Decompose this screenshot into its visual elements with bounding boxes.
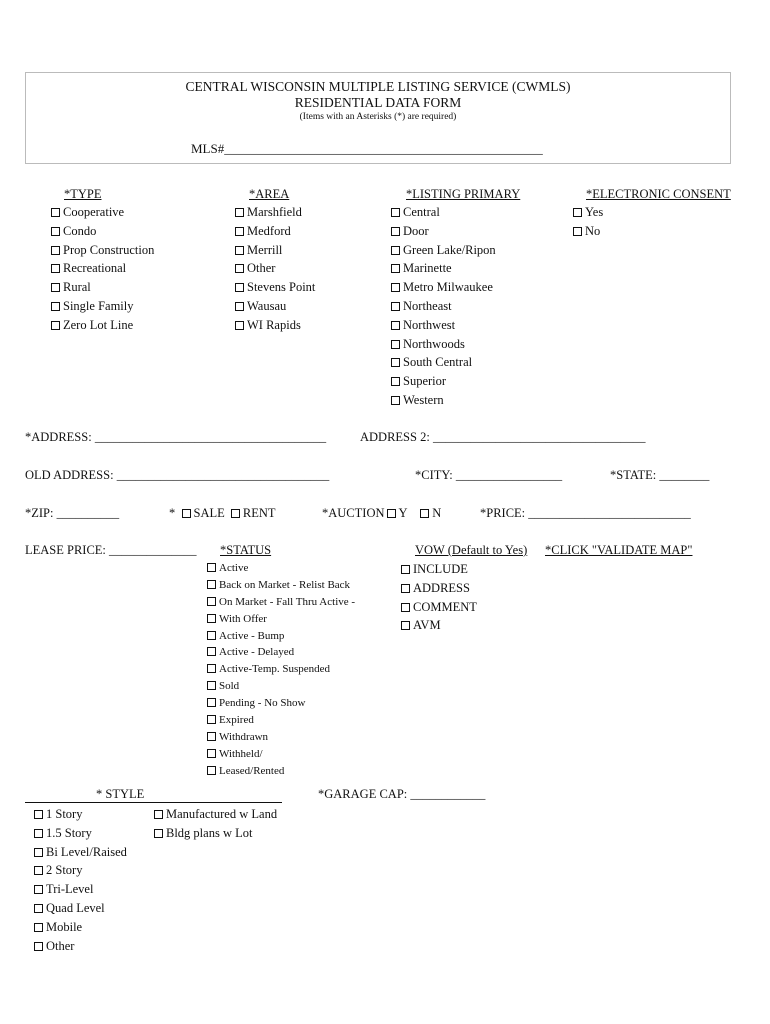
area-option-label: Marshfield [247,205,302,219]
status-checkbox[interactable] [207,597,216,606]
listing-primary-option[interactable] [391,391,496,410]
style-option-label: Tri-Level [46,882,94,897]
style-option[interactable] [34,824,127,843]
listing-primary-checkbox[interactable] [391,358,400,367]
type-option-label: Rural [63,280,91,295]
status-option[interactable] [207,763,355,780]
sale-rent-group [169,506,276,521]
listing-primary-checkbox[interactable] [391,302,400,311]
state-blank[interactable]: ________ [659,468,710,482]
listing-primary-option-label: Northwoods [403,336,465,351]
listing-primary-option[interactable] [391,222,496,241]
status-checkbox[interactable] [207,732,216,741]
listing-primary-option-label: Green Lake/Ripon [403,242,496,257]
area-option[interactable] [235,259,315,278]
status-option-label: Sold [219,680,240,693]
status-options [207,560,355,780]
listing-primary-checkbox[interactable] [391,227,400,236]
listing-primary-checkbox[interactable] [391,321,400,330]
electronic-consent-options [573,203,603,241]
status-checkbox[interactable] [207,614,216,623]
status-checkbox[interactable] [207,698,216,707]
style-options-left [34,805,127,955]
listing-primary-option[interactable] [391,278,496,297]
style-option-label: Bldg plans w Lot [166,825,253,840]
electronic-consent-option[interactable] [573,203,603,222]
status-option-label: Withheld/ [219,747,263,760]
area-option[interactable] [235,297,315,316]
listing-primary-option-label: South Central [403,355,473,370]
style-option-label: 1 Story [46,807,83,821]
vow-checkbox[interactable] [401,603,410,612]
sale-label: SALE [193,506,225,520]
style-option-label: 2 Story [46,863,83,878]
style-option[interactable] [34,918,127,937]
style-option-label: Manufactured w Land [166,807,278,821]
vow-options [401,560,477,635]
zip-row [25,506,119,521]
required-note: (Items with an Asterisks (*) are required) [299,112,457,122]
type-option[interactable] [51,297,154,316]
status-option-label: Active - Delayed [219,646,295,659]
form-title: CENTRAL WISCONSIN MULTIPLE LISTING SERVICE (CWMLS) [185,79,571,94]
listing-primary-option-label: Western [403,392,444,407]
state-row [610,468,709,483]
address2-label: ADDRESS 2: [360,430,430,444]
area-option[interactable] [235,316,315,335]
area-option[interactable] [235,203,315,222]
area-option-label: Wausau [247,298,287,313]
sale-asterisk: * [169,506,176,520]
style-option[interactable] [34,805,127,824]
auction-no-label: N [432,506,442,520]
style-option-label: Mobile [46,919,83,934]
status-option[interactable] [207,695,355,712]
city-label: *CITY: [415,468,453,482]
style-option[interactable] [34,937,127,956]
status-checkbox[interactable] [207,563,216,572]
type-checkbox[interactable] [51,246,60,255]
status-option-label: With Offer [219,612,267,625]
lease-row [25,543,197,558]
type-option-label: Condo [63,223,97,238]
status-checkbox[interactable] [207,681,216,690]
type-option-label: Prop Construction [63,242,155,257]
status-option[interactable] [207,678,355,695]
listing-primary-option[interactable] [391,353,496,372]
area-checkbox[interactable] [235,283,244,292]
style-option-label: 1.5 Story [46,825,92,840]
status-option[interactable] [207,628,355,645]
price-blank[interactable]: __________________________ [528,506,691,520]
listing-primary-option[interactable] [391,316,496,335]
type-option-label: Recreational [63,261,127,276]
status-checkbox[interactable] [207,664,216,673]
style-checkbox[interactable] [34,848,43,857]
style-checkbox[interactable] [154,829,163,838]
garage-label: *GARAGE CAP: [318,787,408,801]
type-checkbox[interactable] [51,208,60,217]
lease-label: LEASE PRICE: [25,543,106,557]
style-checkbox[interactable] [34,904,43,913]
area-option[interactable] [235,241,315,260]
style-checkbox[interactable] [34,810,43,819]
type-option[interactable] [51,203,154,222]
vow-checkbox[interactable] [401,565,410,574]
listing-primary-option-label: Central [403,205,440,219]
status-option[interactable] [207,644,355,661]
listing-primary-checkbox[interactable] [391,396,400,405]
status-checkbox[interactable] [207,580,216,589]
garage-blank[interactable]: ____________ [410,787,486,801]
style-checkbox[interactable] [34,885,43,894]
address2-blank[interactable]: __________________________________ [432,430,646,444]
listing-primary-checkbox[interactable] [391,283,400,292]
area-checkbox[interactable] [235,264,244,273]
zip-blank[interactable]: __________ [56,506,120,520]
listing-primary-checkbox[interactable] [391,264,400,273]
rent-checkbox[interactable] [231,509,240,518]
vow-option[interactable] [401,579,477,598]
status-checkbox[interactable] [207,749,216,758]
old-address-row [25,468,329,483]
listing-primary-option-label: Northeast [403,298,452,313]
status-option[interactable] [207,594,355,611]
status-heading: *STATUS [220,543,272,557]
vow-option-label: INCLUDE [413,562,468,576]
style-option[interactable] [154,805,277,824]
status-option-label: On Market - Fall Thru Active - [219,595,356,608]
price-row [480,506,691,521]
listing-primary-option[interactable] [391,372,496,391]
status-option-label: Withdrawn [219,730,269,743]
area-checkbox[interactable] [235,208,244,217]
status-option-label: Active [219,562,249,574]
type-option-label: Single Family [63,298,134,313]
area-option-label: Stevens Point [247,280,316,295]
listing-primary-checkbox[interactable] [391,377,400,386]
mls-field[interactable] [191,141,543,157]
status-option[interactable] [207,712,355,729]
type-option-label: Cooperative [63,205,125,219]
listing-primary-option-label: Metro Milwaukee [403,280,493,295]
auction-group [322,506,441,521]
style-option[interactable] [34,843,127,862]
listing-primary-checkbox[interactable] [391,340,400,349]
style-checkbox[interactable] [34,923,43,932]
style-option[interactable] [34,880,127,899]
area-option-label: Medford [247,223,291,238]
electronic-consent-heading: *ELECTRONIC CONSENT [586,187,731,201]
auction-label: *AUCTION [322,506,385,520]
address-blank[interactable]: _____________________________________ [94,430,327,444]
electronic-consent-option-label: No [585,223,601,238]
listing-primary-option-label: Superior [403,374,447,389]
rent-label: RENT [242,506,276,520]
area-option-label: Merrill [247,242,283,257]
vow-option[interactable] [401,598,477,617]
listing-primary-checkbox[interactable] [391,246,400,255]
style-option-label: Bi Level/Raised [46,844,127,859]
zip-label: *ZIP: [25,506,54,520]
area-heading: *AREA [249,187,290,201]
type-option[interactable] [51,241,154,260]
area-options [235,203,315,335]
style-divider [25,802,282,803]
status-checkbox[interactable] [207,766,216,775]
status-option-label: Pending - No Show [219,697,306,710]
vow-option-label: ADDRESS [413,580,470,595]
type-checkbox[interactable] [51,264,60,273]
style-checkbox[interactable] [34,866,43,875]
old-address-label: OLD ADDRESS: [25,468,114,482]
type-heading: *TYPE [64,187,102,201]
style-option[interactable] [34,861,127,880]
status-option-label: Active-Temp. Suspended [219,663,331,676]
status-option[interactable] [207,729,355,746]
status-option[interactable] [207,577,355,594]
status-option[interactable] [207,746,355,763]
address-row [25,430,326,445]
status-checkbox[interactable] [207,647,216,656]
listing-primary-option[interactable] [391,335,496,354]
status-option-label: Leased/Rented [219,764,285,777]
area-checkbox[interactable] [235,227,244,236]
area-option-label: Other [247,261,276,276]
area-option[interactable] [235,278,315,297]
lease-blank[interactable]: ______________ [109,543,197,557]
type-options [51,203,154,335]
listing-primary-option-label: Northwest [403,317,456,332]
type-checkbox[interactable] [51,302,60,311]
vow-checkbox[interactable] [401,584,410,593]
mls-label: MLS# [191,141,225,156]
listing-primary-options [391,203,496,410]
listing-primary-option[interactable] [391,241,496,260]
listing-primary-checkbox[interactable] [391,208,400,217]
vow-heading: VOW (Default to Yes) [415,543,528,557]
style-option[interactable] [154,824,277,843]
area-option[interactable] [235,222,315,241]
status-option[interactable] [207,661,355,678]
listing-primary-option[interactable] [391,259,496,278]
garage-row [318,787,485,802]
type-checkbox[interactable] [51,283,60,292]
status-option[interactable] [207,611,355,628]
vow-checkbox[interactable] [401,621,410,630]
style-option-label: Other [46,938,75,953]
area-checkbox[interactable] [235,321,244,330]
vow-option-label: COMMENT [413,599,477,614]
listing-primary-option-label: Marinette [403,261,452,276]
listing-primary-option[interactable] [391,203,496,222]
validate-map-heading[interactable]: *CLICK "VALIDATE MAP" [545,543,693,557]
area-option-label: WI Rapids [247,317,301,332]
vow-option[interactable] [401,616,477,635]
area-checkbox[interactable] [235,302,244,311]
style-checkbox[interactable] [34,942,43,951]
type-checkbox[interactable] [51,321,60,330]
auction-yes-label: Y [398,506,408,520]
status-option-label: Expired [219,714,254,727]
auction-no-checkbox[interactable] [420,509,429,518]
listing-primary-option[interactable] [391,297,496,316]
sale-checkbox[interactable] [182,509,191,518]
electronic-consent-checkbox[interactable] [573,208,582,217]
address2-row [360,430,645,445]
style-checkbox[interactable] [154,810,163,819]
type-option-label: Zero Lot Line [63,317,134,332]
type-option[interactable] [51,316,154,335]
area-checkbox[interactable] [235,246,244,255]
type-option[interactable] [51,222,154,241]
auction-yes-checkbox[interactable] [387,509,396,518]
city-row [415,468,562,483]
type-option[interactable] [51,278,154,297]
listing-primary-option-label: Door [403,223,429,238]
style-option-label: Quad Level [46,900,105,915]
vow-option[interactable] [401,560,477,579]
address-label: *ADDRESS: [25,430,92,444]
vow-option-label: AVM [413,618,441,633]
status-checkbox[interactable] [207,631,216,640]
status-option[interactable] [207,560,355,577]
state-label: *STATE: [610,468,657,482]
form-subtitle: RESIDENTIAL DATA FORM [294,95,462,110]
style-checkbox[interactable] [34,829,43,838]
price-label: *PRICE: [480,506,526,520]
type-option[interactable] [51,259,154,278]
electronic-consent-checkbox[interactable] [573,227,582,236]
style-heading: * STYLE [96,787,145,801]
status-option-label: Back on Market - Relist Back [219,578,351,591]
type-checkbox[interactable] [51,227,60,236]
style-option[interactable] [34,899,127,918]
electronic-consent-option[interactable] [573,222,603,241]
mls-blank[interactable]: _________________________________________________ [224,141,543,156]
city-blank[interactable]: _________________ [455,468,563,482]
status-option-label: Active - Bump [219,629,285,642]
status-checkbox[interactable] [207,715,216,724]
electronic-consent-option-label: Yes [585,205,604,219]
old-address-blank[interactable]: __________________________________ [116,468,330,482]
listing-primary-heading: *LISTING PRIMARY [406,187,521,201]
style-options-right [154,805,277,843]
